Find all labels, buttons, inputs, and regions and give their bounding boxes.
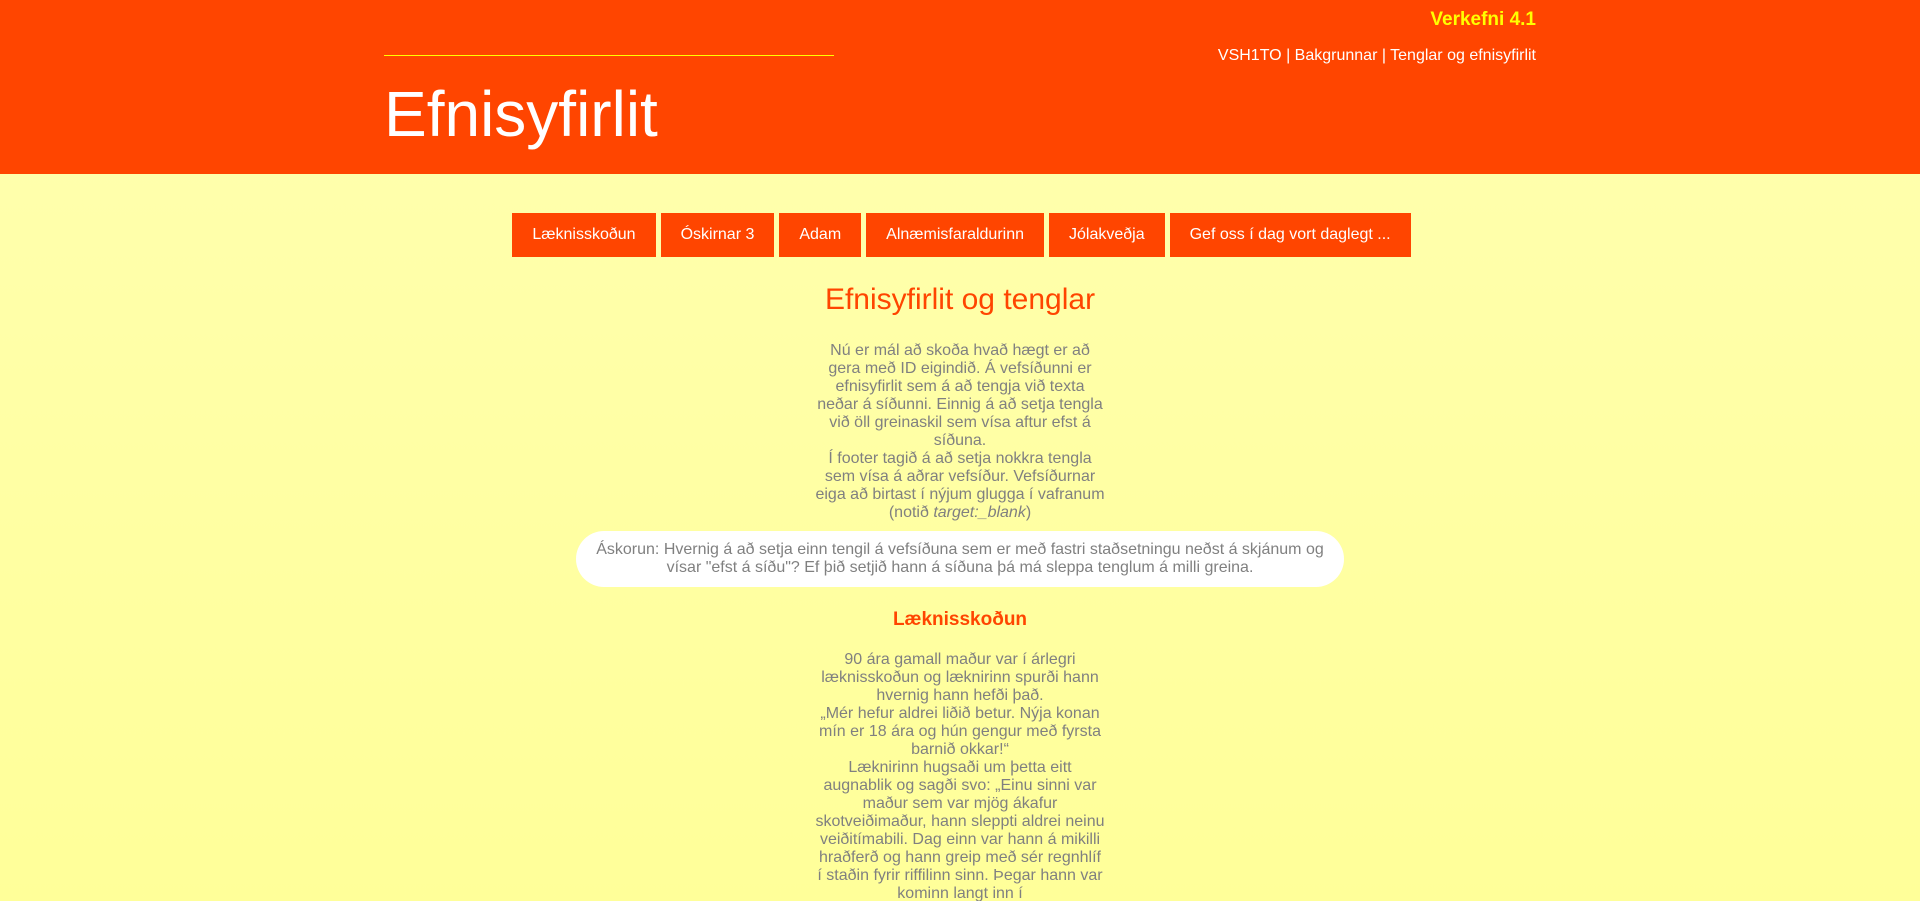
breadcrumb-separator: | bbox=[1377, 47, 1391, 64]
nav-item-adam[interactable]: Adam bbox=[779, 213, 861, 257]
intro-paragraph-1: Nú er mál að skoða hvað hægt er að gera með ID eigindið. Á vefsíðunni er efnisyfirlit sem á að tengja við texta neðar á síðunni. Einnig á að setja tengla við öll greinaskil sem vísa aftur efst á síðuna. bbox=[817, 342, 1103, 449]
article-body bbox=[815, 651, 1105, 901]
main-content bbox=[0, 278, 1920, 901]
assignment-badge: Verkefni 4.1 bbox=[1430, 9, 1536, 30]
site-header bbox=[0, 0, 1920, 174]
intro-code-target: target:_blank bbox=[933, 504, 1026, 521]
challenge-box: Áskorun: Hvernig á að setja einn tengil á vefsíðuna sem er með fastri staðsetningu neðst á skjánum og vísar "efst á síðu"? Ef þið setjið hann á síðuna þá má sleppa tenglum á milli greina. bbox=[576, 531, 1344, 587]
article-title: Læknisskoðun bbox=[892, 609, 1028, 630]
nav-item-jolakvedja[interactable]: Jólakveðja bbox=[1049, 213, 1165, 257]
page-title: Efnisyfirlit bbox=[384, 78, 658, 150]
article-paragraph-2: „Mér hefur aldrei liðið betur. Nýja konan mín er 18 ára og hún gengur með fyrsta barnið okkar!“ bbox=[819, 705, 1101, 758]
table-of-contents-nav bbox=[0, 213, 1920, 257]
section-heading: Efnisyfirlit og tenglar bbox=[824, 283, 1096, 316]
nav-item-alnaemisfaraldurinn[interactable]: Alnæmisfaraldurinn bbox=[866, 213, 1044, 257]
breadcrumb-item-course[interactable]: VSH1TO bbox=[1217, 47, 1282, 64]
nav-item-gef-oss[interactable]: Gef oss í dag vort daglegt ... bbox=[1170, 213, 1411, 257]
intro-text bbox=[815, 342, 1105, 522]
breadcrumb bbox=[1218, 47, 1536, 65]
nav-item-oskirnar-3[interactable]: Óskirnar 3 bbox=[661, 213, 775, 257]
breadcrumb-separator: | bbox=[1281, 47, 1295, 64]
header-divider bbox=[384, 55, 834, 56]
nav-item-laeknisskodun[interactable]: Læknisskoðun bbox=[512, 213, 655, 257]
article-paragraph-1: 90 ára gamall maður var í árlegri læknisskoðun og læknirinn spurði hann hvernig hann hefði það. bbox=[821, 651, 1099, 704]
intro-paragraph-2-end: ) bbox=[1025, 504, 1032, 521]
breadcrumb-item-current[interactable]: Tenglar og efnisyfirlit bbox=[1390, 47, 1536, 64]
article-paragraph-3: Læknirinn hugsaði um þetta eitt augnablik og sagði svo: „Einu sinni var maður sem var mjög ákafur skotveiðimaður, hann sleppti aldrei neinu veiðitímabili. Dag einn var hann á mikilli hraðferð og hann greip með sér regnhlíf í staðin fyrir riffilinn sinn. Þegar hann var kominn langt inn í bbox=[815, 759, 1105, 901]
breadcrumb-item-section[interactable]: Bakgrunnar bbox=[1294, 47, 1378, 64]
intro-paragraph-2: Í footer tagið á að setja nokkra tengla sem vísa á aðrar vefsíður. Vefsíðurnar eiga að birtast í nýjum glugga í vafranum (notið bbox=[815, 450, 1105, 521]
